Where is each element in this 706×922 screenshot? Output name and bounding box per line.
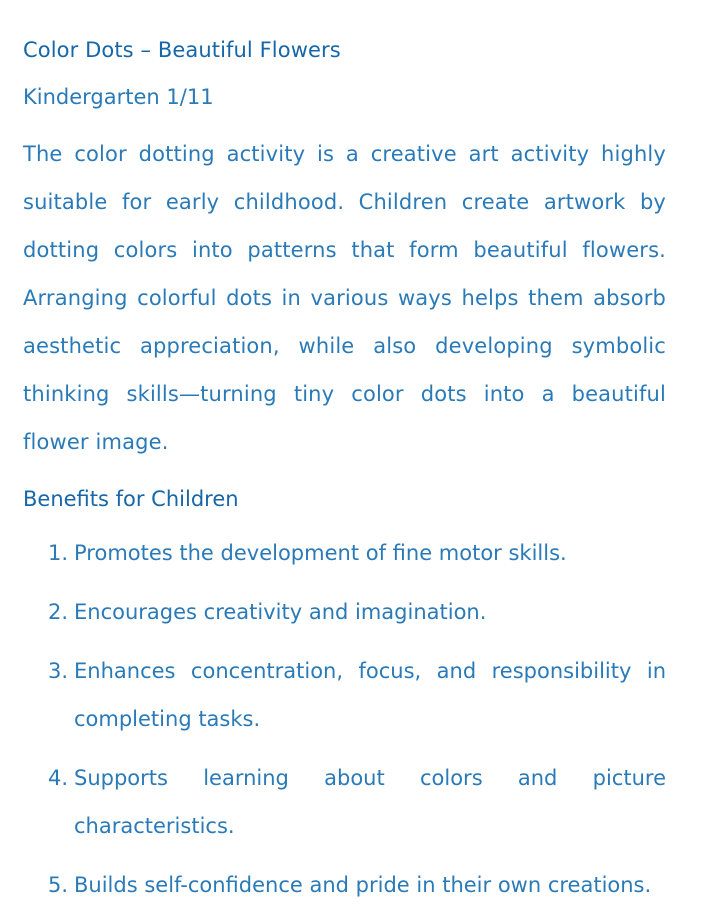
benefit-number: 5. <box>48 873 69 897</box>
benefits-list <box>23 529 666 909</box>
article-title: Color Dots – Beautiful Flowers <box>23 38 341 62</box>
benefit-item-5 <box>23 861 666 909</box>
article-subtitle: Kindergarten 1/11 <box>23 85 214 109</box>
benefit-text: Enhances concentration, focus, and responsibility in completing tasks. <box>74 659 666 731</box>
benefit-item-4 <box>23 754 666 850</box>
benefit-text: Encourages creativity and imagination. <box>74 600 487 624</box>
intro-paragraph: The color dotting activity is a creative art activity highly suitable for early childhood. Children create artwork by dotting colors into patterns that form beautiful flowers. Arranging colorful dots in various ways helps them absorb aesthetic appreciation, while also developing symbolic thinking skills—turning tiny color dots into a beautiful flower image. <box>23 142 666 454</box>
benefit-number: 1. <box>48 541 69 565</box>
benefit-item-3 <box>23 647 666 743</box>
benefit-number: 2. <box>48 600 69 624</box>
benefits-heading: Benefits for Children <box>23 487 239 511</box>
benefit-text: Builds self-confidence and pride in their own creations. <box>74 873 652 897</box>
benefit-text: Promotes the development of fine motor skills. <box>74 541 567 565</box>
benefit-item-2 <box>23 588 666 636</box>
benefit-number: 3. <box>48 659 69 683</box>
benefit-number: 4. <box>48 766 69 790</box>
benefit-item-1 <box>23 529 666 577</box>
benefit-text: Supports learning about colors and picture characteristics. <box>74 766 666 838</box>
